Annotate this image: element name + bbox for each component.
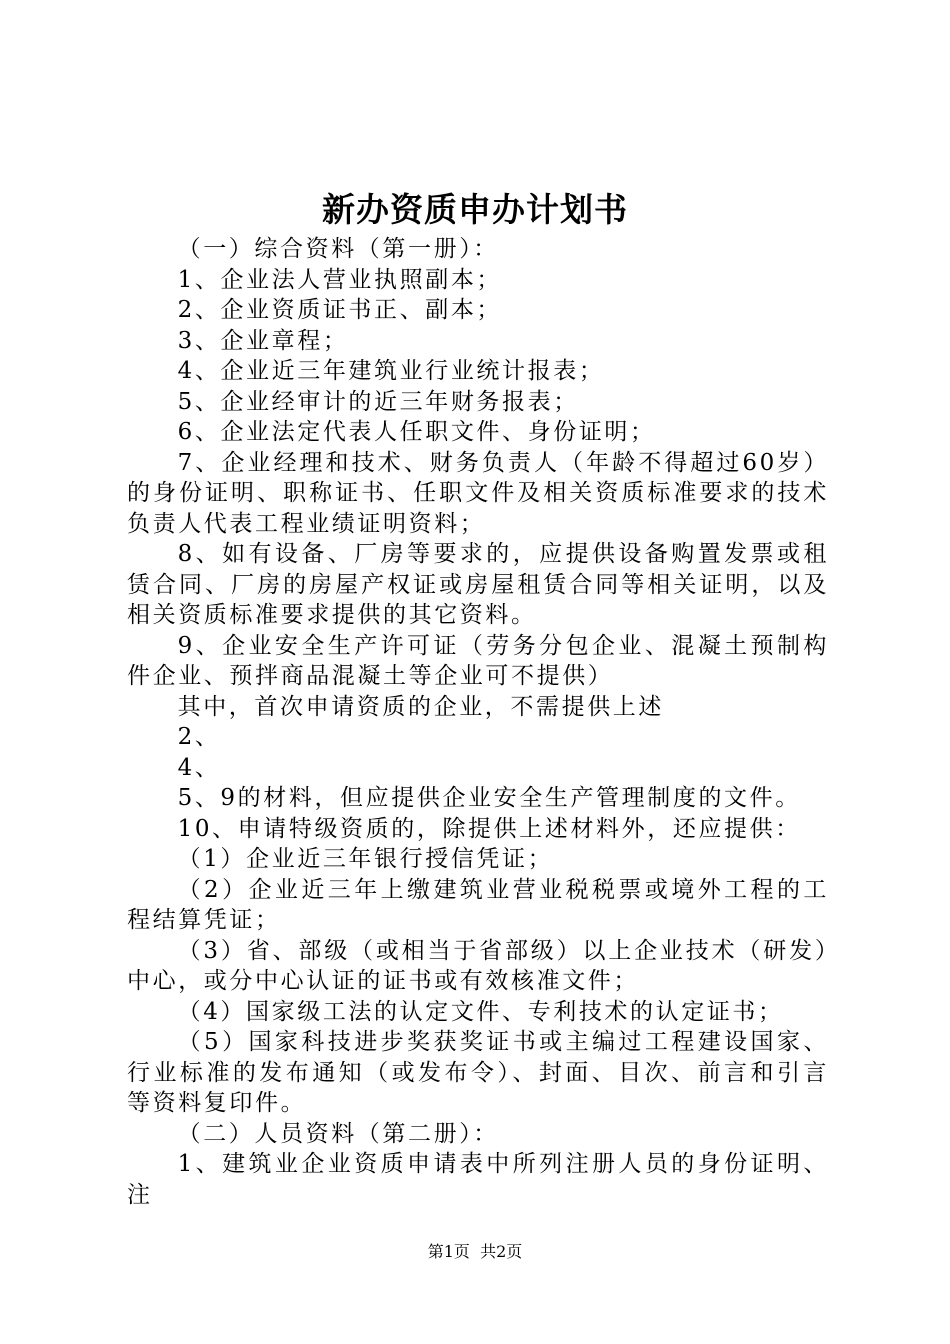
list-item: 1、企业法人营业执照副本；: [177, 266, 503, 293]
list-item: 5、9的材料，但应提供企业安全生产管理制度的文件。: [177, 785, 801, 811]
list-item: 2、企业资质证书正、副本；: [177, 297, 503, 323]
document-title: 新办资质申办计划书: [322, 190, 628, 229]
section-heading-personnel-materials: （二）人员资料（第二册）：: [177, 1120, 499, 1147]
list-item: 7、企业经理和技术、财务负责人（年龄不得超过60岁）的身份证明、职称证书、任职文件及相关资质标准要求的技术负责人代表工程业绩证明资料；: [127, 449, 829, 537]
section-heading-general-materials: （一）综合资料（第一册）：: [177, 236, 499, 262]
list-item: 4、企业近三年建筑业行业统计报表；: [177, 358, 605, 384]
page-footer: 第1页 共2页: [427, 1242, 523, 1261]
list-item: 9、企业安全生产许可证（劳务分包企业、混凝土预制构件企业、预拌商品混凝土等企业可不提供）: [127, 632, 829, 689]
sub-list-item: （1）企业近三年银行授信凭证；: [177, 846, 554, 872]
list-item: 5、企业经审计的近三年财务报表；: [177, 388, 579, 415]
sub-list-item: （5）国家科技进步奖获奖证书或主编过工程建设国家、行业标准的发布通知（或发布令）、封面、目次、前言和引言等资料复印件。: [127, 1029, 829, 1116]
document-body: [127, 234, 829, 1210]
list-item: 4、: [177, 754, 221, 781]
list-item: 3、企业章程；: [177, 327, 349, 354]
sub-list-item: （4）国家级工法的认定文件、专利技术的认定证书；: [177, 998, 784, 1025]
list-item: 6、企业法定代表人任职文件、身份证明；: [177, 419, 656, 445]
sub-list-item: （3）省、部级（或相当于省部级）以上企业技术（研发）中心，或分中心认证的证书或有效核准文件；: [127, 937, 829, 994]
list-item: 2、: [177, 724, 221, 750]
list-item: 10、申请特级资质的，除提供上述材料外，还应提供：: [177, 815, 801, 842]
sub-list-item: （2）企业近三年上缴建筑业营业税税票或境外工程的工程结算凭证；: [127, 876, 829, 933]
list-item: 1、建筑业企业资质申请表中所列注册人员的身份证明、注: [127, 1151, 829, 1208]
body-paragraph: 其中，首次申请资质的企业，不需提供上述: [177, 693, 664, 720]
list-item: 8、如有设备、厂房等要求的，应提供设备购置发票或租赁合同、厂房的房屋产权证或房屋租赁合同等相关证明，以及相关资质标准要求提供的其它资料。: [127, 541, 829, 628]
